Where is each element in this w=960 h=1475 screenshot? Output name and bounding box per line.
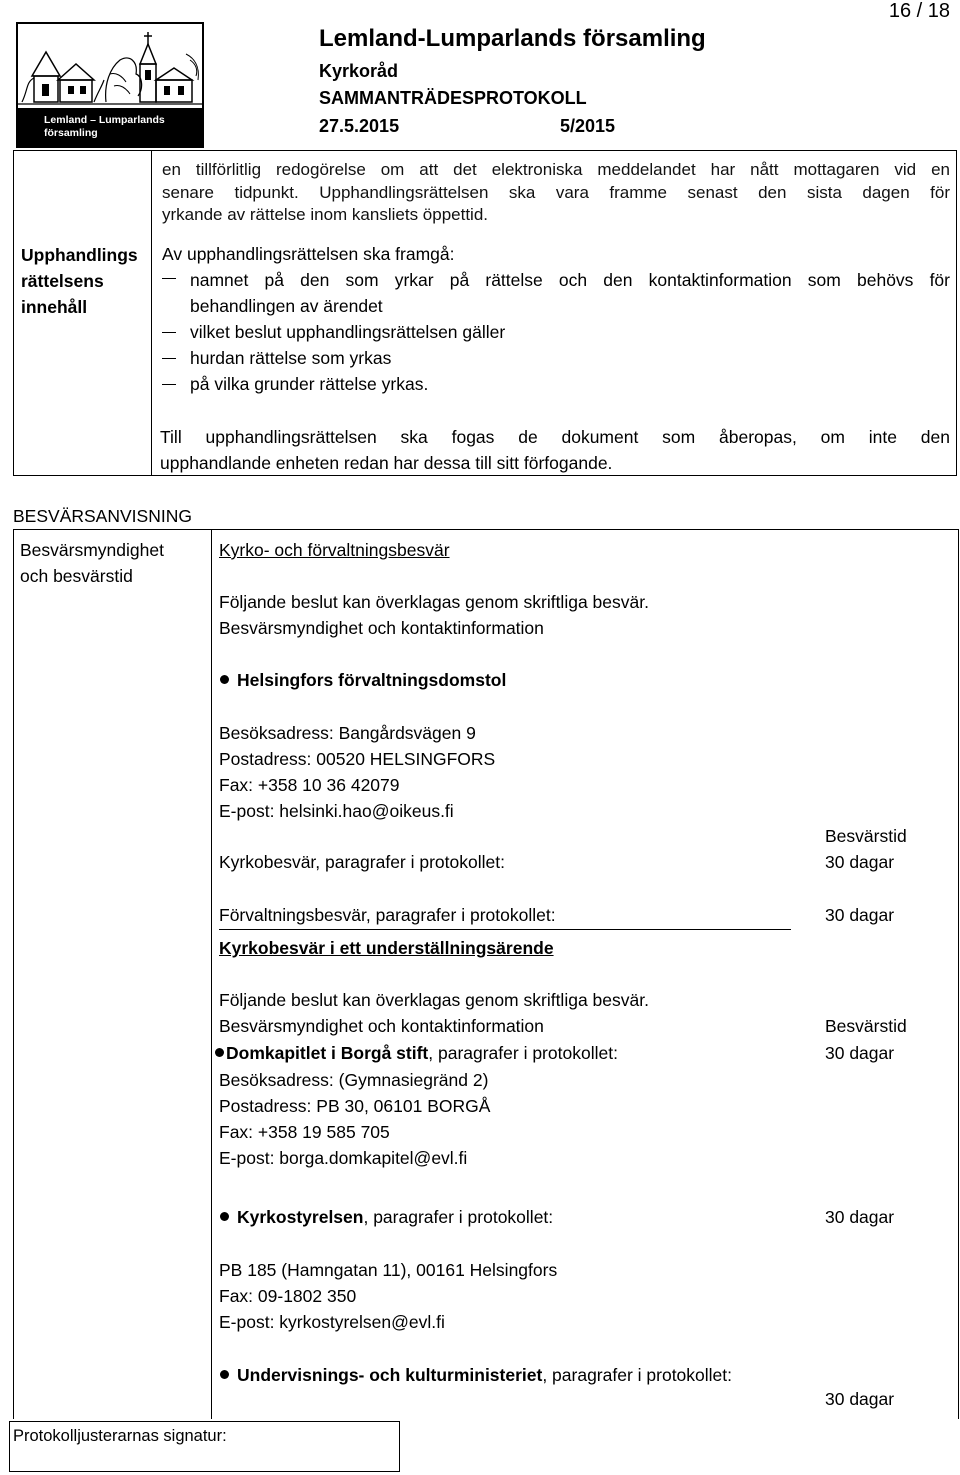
postal-address: Postadress: PB 30, 06101 BORGÅ [219, 1096, 491, 1116]
requirements-list [162, 267, 950, 397]
header-date: 27.5.2015 [319, 116, 400, 136]
dash-icon [162, 278, 176, 279]
side-heading-line: innehåll [21, 297, 88, 317]
section1-side-heading [21, 242, 138, 320]
postal-address: Postadress: 00520 HELSINGFORS [219, 749, 496, 769]
intro-appeal-2: Följande beslut kan överklagas genom skriftliga besvär. [219, 990, 649, 1010]
intro-authority-1: Besvärsmyndighet och kontaktinformation [219, 618, 544, 638]
authority-domkapitlet [215, 1040, 618, 1066]
fax: Fax: +358 19 585 705 [219, 1122, 390, 1142]
list-item [162, 371, 950, 397]
list-intro: Av upphandlingsrättelsen ska framgå: [162, 244, 455, 264]
kyrkobesvar-days: 30 dagar [825, 852, 895, 872]
intro-appeal-1: Följande beslut kan överklagas genom skriftliga besvär. [219, 592, 649, 612]
bullet-icon [215, 1048, 224, 1057]
authority-kyrkostyrelsen-details [219, 1257, 557, 1335]
bullet-icon [220, 1212, 229, 1221]
postal-address: PB 185 (Hamngatan 11), 00161 Helsingfors [219, 1260, 558, 1280]
side-heading-line: rättelsens [21, 271, 104, 291]
email: E-post: helsinki.hao@oikeus.fi [219, 801, 454, 821]
list-item [162, 345, 950, 371]
section1-intro [162, 159, 950, 227]
section2-side-box [13, 529, 212, 1419]
section2-title: BESVÄRSANVISNING [13, 506, 192, 526]
bullet-icon [220, 1370, 229, 1379]
heading-kyrko-forvaltningsbesvar: Kyrko- och förvaltningsbesvär [219, 540, 450, 560]
intro-authority-2: Besvärsmyndighet och kontaktinformation [219, 1016, 544, 1036]
closing-line: upphandlande enheten redan har dessa till sitt förfogande. [160, 453, 613, 473]
appeal-period-label: Besvärstid [825, 826, 907, 846]
authority-kyrkostyrelsen [220, 1204, 553, 1230]
dash-icon [162, 358, 176, 359]
header-body: Kyrkoråd [319, 61, 399, 81]
list-item-text: på vilka grunder rättelse yrkas. [190, 374, 429, 394]
closing-line: Till upphandlingsrättelsen ska fogas de dokument som åberopas, om inte den [160, 427, 950, 447]
list-item-continuation: behandlingen av ärendet [190, 296, 383, 316]
authority-name: Kyrkostyrelsen [237, 1207, 364, 1227]
list-item-text: vilket beslut upphandlingsrättelsen gäller [190, 322, 506, 342]
authority-suffix: , paragrafer i protokollet: [428, 1043, 618, 1063]
visit-address: Besöksadress: (Gymnasiegränd 2) [219, 1070, 489, 1090]
appeal-period-label-2: Besvärstid [825, 1016, 907, 1036]
authority-undervisningsministeriet [220, 1362, 732, 1388]
side-heading-line: Upphandlings [21, 245, 138, 265]
section1-closing [160, 424, 950, 476]
undervisningsministeriet-days: 30 dagar [825, 1389, 895, 1409]
logo-caption-line1: Lemland – Lumparlands [44, 114, 165, 126]
heading-understallning: Kyrkobesvär i ett underställningsärende [219, 938, 554, 958]
church-drawing-icon [18, 24, 202, 108]
list-item-text: hurdan rättelse som yrkas [190, 348, 392, 368]
page-number: 16 / 18 [888, 0, 950, 22]
fax: Fax: 09-1802 350 [219, 1286, 357, 1306]
list-item [162, 319, 950, 345]
header-org: Lemland-Lumparlands församling [319, 25, 706, 52]
list-item-text: namnet på den som yrkar på rättelse och den kontaktinformation som behövs för [190, 270, 950, 290]
authority-helsingfors-details [219, 720, 495, 824]
section2-side-heading [20, 537, 164, 589]
visit-address: Besöksadress: Bangårdsvägen 9 [219, 723, 476, 743]
authority-name: Domkapitlet i Borgå stift [226, 1043, 429, 1063]
fax: Fax: +358 10 36 42079 [219, 775, 400, 795]
authority-suffix: , paragrafer i protokollet: [363, 1207, 554, 1227]
parish-logo [16, 22, 204, 148]
email: E-post: borga.domkapitel@evl.fi [219, 1148, 468, 1168]
authority-name: Undervisnings- och kulturministeriet [237, 1365, 543, 1385]
email: E-post: kyrkostyrelsen@evl.fi [219, 1312, 445, 1332]
intro-line: en tillförlitlig redogörelse om att det elektroniska meddelandet har nått mottagaren vid en [162, 160, 950, 179]
divider [219, 929, 791, 930]
kyrkobesvar-label: Kyrkobesvär, paragrafer i protokollet: [219, 852, 505, 872]
forvaltningsbesvar-days: 30 dagar [825, 905, 895, 925]
authority-suffix: , paragrafer i protokollet: [542, 1365, 733, 1385]
header-doc-type: SAMMANTRÄDESPROTOKOLL [319, 88, 587, 108]
authority-name: Helsingfors förvaltningsdomstol [237, 670, 507, 690]
dash-icon [162, 332, 176, 333]
intro-line: senare tidpunkt. Upphandlingsrättelsen ska vara framme senast den sista dagen för [162, 182, 950, 202]
list-item [162, 267, 950, 293]
kyrkostyrelsen-days: 30 dagar [825, 1207, 895, 1227]
authority-domkapitlet-details [219, 1067, 490, 1171]
intro-line: yrkande av rättelse inom kansliets öppettid. [162, 205, 489, 224]
header-number: 5/2015 [560, 116, 616, 136]
domkapitlet-days: 30 dagar [825, 1043, 895, 1063]
dash-icon [162, 384, 176, 385]
forvaltningsbesvar-label: Förvaltningsbesvär, paragrafer i protokollet: [219, 905, 556, 925]
side-heading-line: och besvärstid [20, 566, 133, 586]
signature-label: Protokolljusterarnas signatur: [13, 1427, 227, 1445]
authority-helsingfors [220, 667, 506, 693]
bullet-icon [220, 675, 229, 684]
logo-caption-line2: församling [44, 127, 98, 139]
side-heading-line: Besvärsmyndighet [20, 540, 164, 560]
